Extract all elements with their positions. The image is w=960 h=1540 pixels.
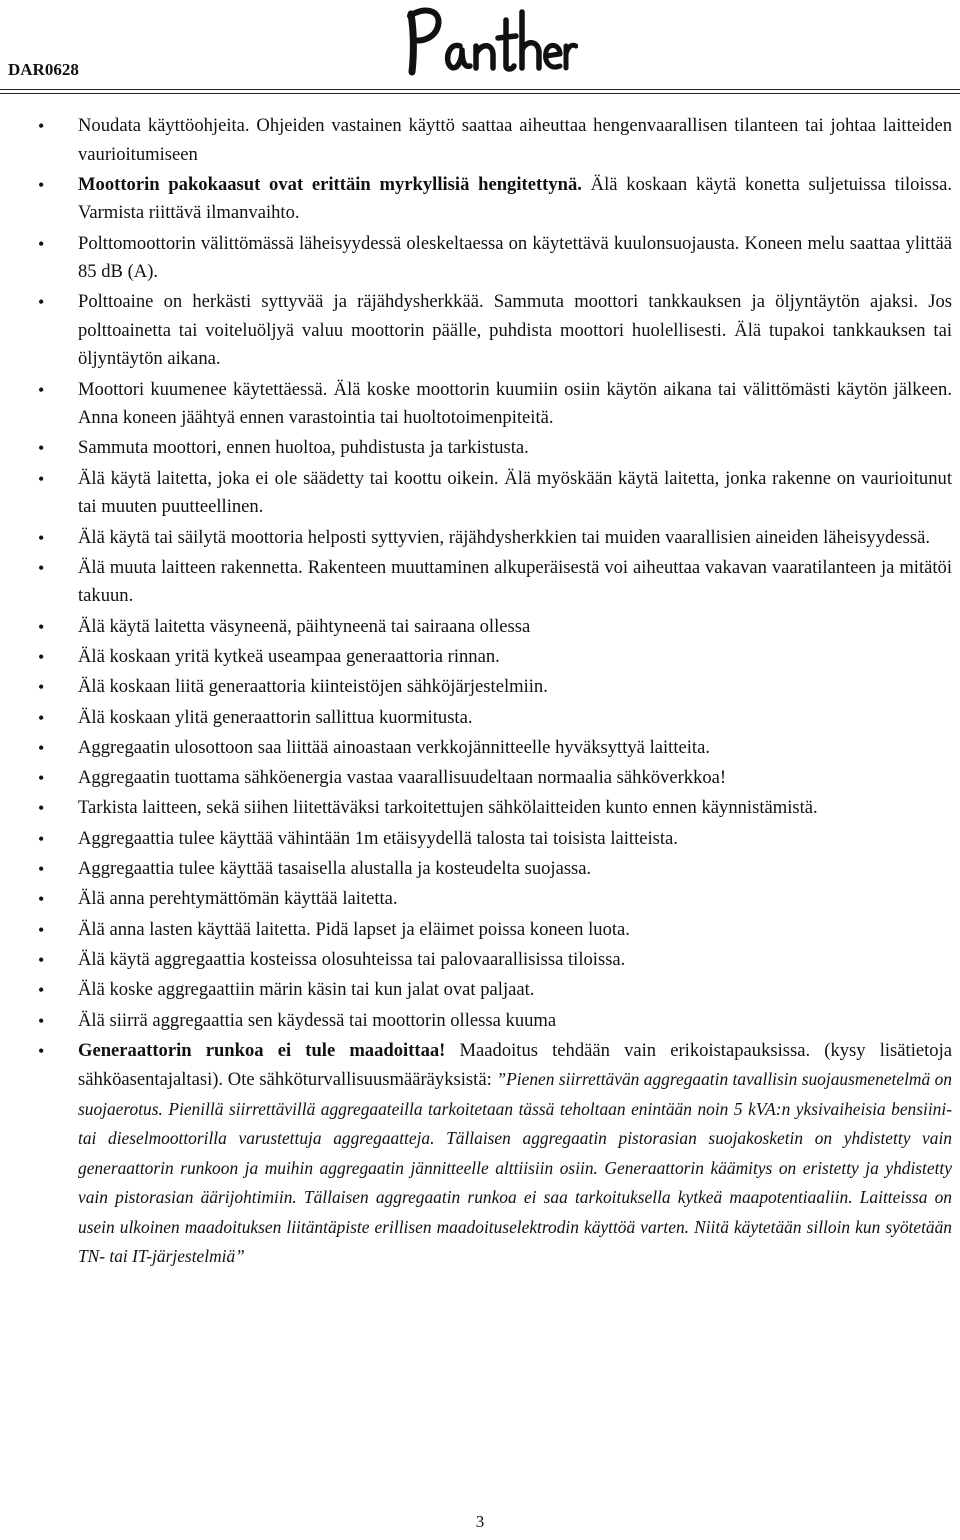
safety-instruction-item [0,288,960,374]
instruction-text: Sammuta moottori, ennen huoltoa, puhdistusta ja tarkistusta. [78,437,529,459]
panther-logo [398,2,578,84]
bullet-icon: • [38,116,45,136]
bullet-icon: • [38,798,45,819]
safety-instruction-item [0,1007,960,1036]
bullet-icon: • [38,919,45,940]
instruction-emphasis: Generaattorin runkoa ei tule maadoittaa! [78,1039,446,1061]
panther-logo-mark [398,2,578,84]
safety-instruction-item [0,613,960,642]
instruction-text: Älä käytä aggregaattia kosteissa olosuhteissa tai palovaarallisissa tiloissa. [78,948,626,970]
instruction-text: Älä käytä laitetta väsyneenä, päihtyneenä tai sairaana ollessa [78,615,531,637]
safety-instruction-item [0,643,960,672]
safety-instruction-item [0,855,960,884]
safety-instruction-item [0,885,960,914]
instruction-text: Älä muuta laitteen rakennetta. Rakenteen muuttaminen alkuperäisestä voi aiheuttaa vakavan vaaratilanteen ja mitätöi takuun. [78,556,952,607]
bullet-icon: • [38,292,45,313]
instruction-text: Polttomoottorin välittömässä läheisyydessä oleskeltaessa on käytettävä kuulonsuojausta. Koneen melu saattaa ylittää 85 dB (A). [78,232,952,283]
instruction-text: Aggregaatin ulosottoon saa liittää ainoastaan verkkojännitteelle hyväksyttyä laitteita. [78,736,710,758]
instruction-text: Älä koskaan yritä kytkeä useampaa generaattoria rinnan. [78,645,500,667]
safety-instruction-item [0,230,960,287]
bullet-icon: • [38,646,45,667]
bullet-icon: • [38,174,45,195]
instruction-text: Moottori kuumenee käytettäessä. Älä koske moottorin kuumiin osiin käytön aikana tai välittömästi käytön jälkeen. Anna koneen jäähtyä ennen varastointia tai huoltotoimenpiteitä. [78,378,952,429]
page-number: 3 [475,1512,485,1531]
safety-instruction-item [0,976,960,1005]
safety-instruction-item [0,465,960,522]
safety-instruction-item [0,946,960,975]
header-divider-thin [0,93,960,94]
safety-instruction-item [0,171,960,228]
instruction-text: Älä käytä laitetta, joka ei ole säädetty tai koottu oikein. Älä myöskään käytä laitetta, jonka rakenne on vaurioitunut tai muuten puutteellinen. [78,467,952,518]
bullet-icon: • [38,233,45,254]
instruction-text: Aggregaattia tulee käyttää tasaisella alustalla ja kosteudelta suojassa. [78,858,592,880]
instruction-emphasis: Moottorin pakokaasut ovat erittäin myrkyllisiä hengitettynä. [78,173,582,195]
bullet-icon: • [38,859,45,880]
instruction-text: Tarkista laitteen, sekä siihen liitettäväksi tarkoitettujen sähkölaitteiden kunto ennen käynnistämistä. [78,797,818,819]
instruction-text: Älä koske aggregaattiin märin käsin tai kun jalat ovat paljaat. [78,979,535,1001]
instruction-text: Älä anna perehtymättömän käyttää laitetta. [78,888,398,910]
bullet-icon: • [38,707,45,728]
instruction-text: Älä koskaan ylitä generaattorin sallittua kuormitusta. [78,706,473,728]
bullet-icon: • [38,468,45,489]
safety-instruction-item [0,434,960,463]
bullet-icon: • [38,438,45,459]
instruction-text: Älä siirrä aggregaattia sen käydessä tai moottorin ollessa kuuma [78,1009,557,1031]
safety-instruction-item [0,376,960,433]
instruction-text: Maadoitus tehdään vain erikoistapauksissa. (kysy lisätietoja sähköasentajaltasi). Ote sähköturvallisuusmääräyksistä: [78,1039,952,1091]
safety-instruction-item [0,673,960,702]
bullet-icon: • [38,768,45,789]
bullet-icon: • [38,1040,45,1061]
safety-instructions-list [0,112,960,1274]
bullet-icon: • [38,1010,45,1031]
instruction-text: Aggregaatin tuottama sähköenergia vastaa vaarallisuudeltaan normaalia sähköverkkoa! [78,767,727,789]
bullet-icon: • [38,527,45,548]
safety-instruction-item [0,916,960,945]
bullet-icon: • [38,889,45,910]
bullet-icon: • [38,616,45,637]
bullet-icon: • [38,737,45,758]
bullet-icon: • [38,379,45,400]
instruction-text: Älä anna lasten käyttää laitetta. Pidä lapset ja eläimet poissa koneen luota. [78,918,630,940]
safety-instruction-item [0,1037,960,1272]
safety-instruction-item [0,734,960,763]
instruction-text: Älä koskaan liitä generaattoria kiinteistöjen sähköjärjestelmiin. [78,676,548,698]
safety-instruction-item [0,554,960,611]
header-divider [0,89,960,90]
instruction-text: Polttoaine on herkästi syttyvää ja räjähdysherkkää. Sammuta moottori tankkauksen ja öljyntäytön ajaksi. Jos polttoainetta tai voiteluöljyä valuu moottorin päälle, puhdista moottori huolellisesti. Älä tupakoi tankkauksen tai öljyntäytön aikana. [78,291,952,370]
instruction-text: Älä käytä tai säilytä moottoria helposti syttyvien, räjähdysherkkien tai muiden vaarallisien aineiden läheisyydessä. [78,526,930,548]
document-code: DAR0628 [8,60,79,79]
bullet-icon: • [38,949,45,970]
safety-instruction-item [0,524,960,553]
safety-instruction-item [0,764,960,793]
regulation-quote: ”Pienen siirrettävän aggregaatin tavallisin suojausmenetelmä on suojaerotus. Pienillä siirrettävillä aggregaateilla tarkoitetaan tässä teholtaan enintään noin 5 kVA:n yksivaiheisia bensiini- tai dieselmoottorilla varustettuja aggregaatteja. Tällaisen aggregaatin pistorasian suojakosketin on yhdistetty vain generaattorin runkoon ja muihin aggregaatin jännitteelle alttiisiin osiin. Generaattorin käämitys on eristetty ja yhdistetty vain pistorasian äärijohtimiin. Tällaisen aggregaatin runkoa ei saa tarkoituksella kytkeä maapotentiaaliin. Laitteissa on usein ulkoinen maadoituksen liitäntäpiste erillisen maadoituselektrodin käyttöä varten. Niitä käytetään silloin kun syötetään TN- tai IT-järjestelmiä” [78,1069,952,1267]
bullet-icon: • [38,677,45,698]
bullet-icon: • [38,980,45,1001]
bullet-icon: • [38,557,45,578]
safety-instruction-item [0,704,960,733]
safety-instruction-item [0,825,960,854]
bullet-icon: • [38,828,45,849]
instruction-text: Älä koskaan käytä konetta suljetuissa tiloissa. Varmista riittävä ilmanvaihto. [78,173,952,224]
instruction-text: Noudata käyttöohjeita. Ohjeiden vastainen käyttö saattaa aiheuttaa hengenvaarallisen tilanteen tai johtaa laitteiden vaurioitumiseen [78,115,952,165]
instruction-text: Aggregaattia tulee käyttää vähintään 1m etäisyydellä talosta tai toisista laitteista. [78,827,678,849]
safety-instruction-item [0,112,960,169]
page-header [0,0,960,95]
safety-instruction-item [0,794,960,823]
